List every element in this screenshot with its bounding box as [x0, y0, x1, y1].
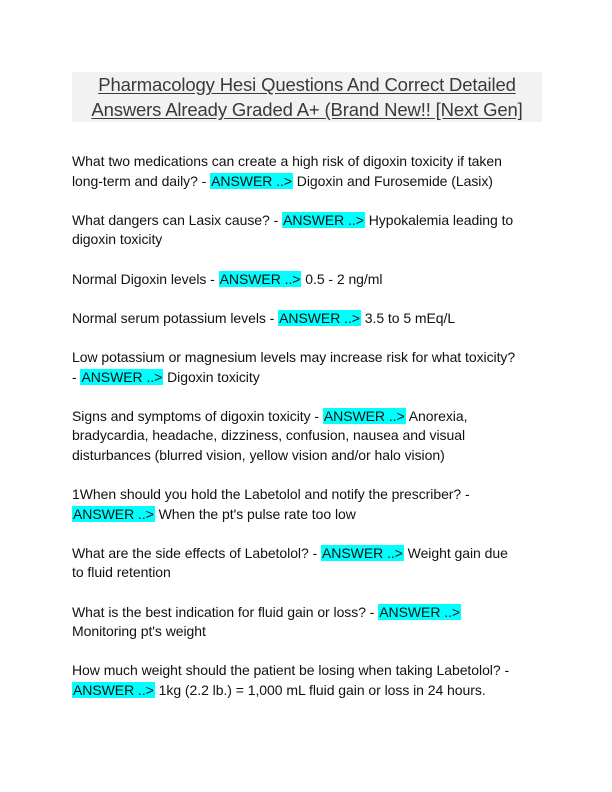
question-text: How much weight should the patient be losing when taking Labetolol? - [72, 662, 510, 679]
qa-line [72, 544, 542, 564]
qa-line [72, 603, 542, 623]
qa-item [72, 152, 542, 191]
answer-marker: ANSWER ..> [211, 172, 292, 189]
answer-marker: ANSWER ..> [73, 682, 154, 699]
qa-line [72, 407, 542, 427]
answer-marker: ANSWER ..> [279, 309, 360, 326]
title-line-2: Answers Already Graded A+ (Brand New!! [Next Gen] [91, 99, 523, 120]
qa-item [72, 270, 542, 290]
question-text: Normal Digoxin levels - [72, 270, 219, 287]
question-text: disturbances (blurred vision, yellow vision and/or halo vision) [72, 446, 445, 463]
qa-line [72, 485, 542, 505]
qa-list [72, 152, 542, 720]
qa-item [72, 309, 542, 329]
answer-text: 0.5 - 2 ng/ml [301, 270, 383, 287]
answer-text: Digoxin toxicity [163, 368, 260, 385]
qa-line [72, 152, 542, 172]
answer-marker: ANSWER ..> [219, 270, 301, 287]
question-text: Monitoring pt's weight [72, 623, 206, 640]
qa-line [72, 563, 542, 583]
question-text: What is the best indication for fluid gain or loss? - [72, 603, 379, 620]
answer-text: Anorexia, [405, 407, 468, 424]
question-text: Signs and symptoms of digoxin toxicity - [72, 407, 323, 424]
answer-text: 1kg (2.2 lb.) = 1,000 mL fluid gain or loss in 24 hours. [154, 682, 486, 699]
qa-item [72, 485, 542, 524]
qa-line [72, 348, 542, 368]
answer-text: 3.5 to 5 mEq/L [360, 309, 456, 326]
question-text: Low potassium or magnesium levels may increase risk for what toxicity? [72, 348, 516, 365]
question-text: 1When should you hold the Labetolol and notify the prescriber? - [72, 486, 470, 503]
qa-line [72, 446, 542, 466]
answer-text: Digoxin and Furosemide (Lasix) [292, 172, 493, 189]
answer-marker: ANSWER ..> [323, 407, 405, 424]
qa-item [72, 603, 542, 642]
answer-marker: ANSWER ..> [73, 505, 154, 522]
question-text: to fluid retention [72, 564, 171, 581]
qa-item [72, 348, 542, 387]
qa-item [72, 211, 542, 250]
qa-line [72, 622, 542, 642]
question-text: What dangers can Lasix cause? - [72, 211, 283, 228]
title-line-1: Pharmacology Hesi Questions And Correct Detailed [98, 74, 516, 95]
qa-item [72, 661, 542, 700]
qa-line [72, 368, 542, 388]
answer-marker: ANSWER ..> [283, 211, 364, 228]
qa-line [72, 270, 542, 290]
answer-marker: ANSWER ..> [379, 603, 461, 620]
question-text: Normal serum potassium levels - [72, 309, 279, 326]
question-text: What are the side effects of Labetolol? - [72, 544, 322, 561]
answer-text: Hypokalemia leading to [364, 211, 514, 228]
qa-line [72, 681, 542, 701]
qa-item [72, 407, 542, 466]
answer-marker: ANSWER ..> [322, 544, 403, 561]
qa-line [72, 211, 542, 231]
question-text: - [72, 368, 81, 385]
qa-line [72, 172, 542, 192]
qa-line [72, 426, 542, 446]
answer-text: When the pt's pulse rate too low [154, 505, 356, 522]
document-title [72, 72, 542, 122]
answer-marker: ANSWER ..> [81, 368, 163, 385]
qa-line [72, 661, 542, 681]
question-text: digoxin toxicity [72, 231, 163, 248]
qa-item [72, 544, 542, 583]
question-text: What two medications can create a high risk of digoxin toxicity if taken [72, 153, 502, 169]
question-text: long-term and daily? - [72, 172, 211, 189]
qa-line [72, 309, 542, 329]
question-text: bradycardia, headache, dizziness, confusion, nausea and visual [72, 427, 466, 444]
qa-line [72, 230, 542, 250]
answer-text: Weight gain due [403, 544, 508, 561]
qa-line [72, 505, 542, 525]
